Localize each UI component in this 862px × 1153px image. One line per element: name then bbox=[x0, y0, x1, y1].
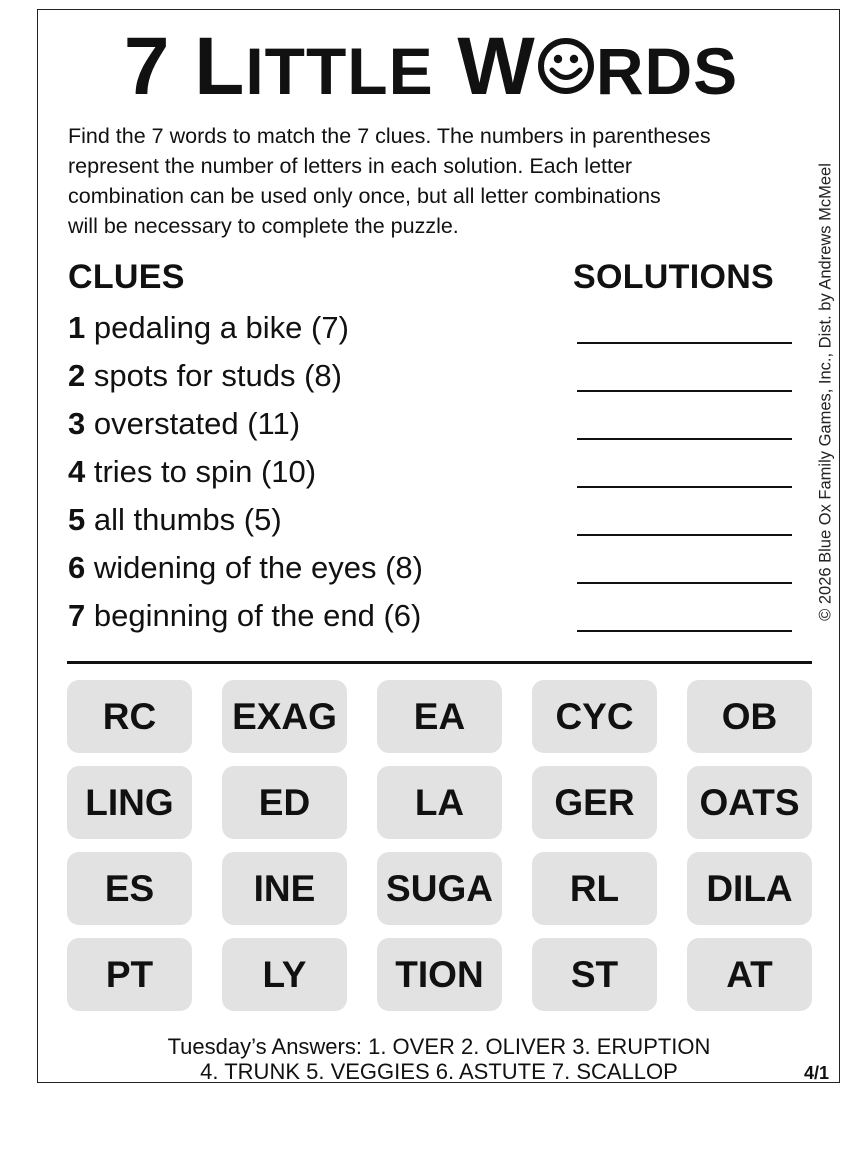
letter-tile[interactable]: ST bbox=[532, 938, 657, 1011]
clue-text: beginning of the end (6) bbox=[85, 598, 422, 633]
solution-line-2[interactable] bbox=[577, 390, 792, 392]
letter-tile[interactable]: ES bbox=[67, 852, 192, 925]
clue-text: tries to spin (10) bbox=[85, 454, 317, 489]
clue-4 bbox=[68, 454, 316, 490]
letter-tile[interactable]: DILA bbox=[687, 852, 812, 925]
letter-tile[interactable]: PT bbox=[67, 938, 192, 1011]
previous-answers bbox=[0, 1034, 862, 1084]
solution-line-5[interactable] bbox=[577, 534, 792, 536]
puzzle-title bbox=[0, 22, 862, 116]
solution-line-3[interactable] bbox=[577, 438, 792, 440]
solutions-header: SOLUTIONS bbox=[573, 258, 775, 296]
clue-text: overstated (11) bbox=[85, 406, 301, 441]
clue-6 bbox=[68, 550, 423, 586]
clue-2 bbox=[68, 358, 342, 394]
clues-header: CLUES bbox=[68, 258, 185, 296]
clue-7 bbox=[68, 598, 421, 634]
title-text-1: 7 L bbox=[123, 21, 246, 112]
clue-text: all thumbs (5) bbox=[85, 502, 282, 537]
clue-number: 5 bbox=[68, 502, 86, 537]
clue-3 bbox=[68, 406, 300, 442]
instructions-line: represent the number of letters in each solution. Each letter bbox=[68, 154, 633, 178]
letter-tile[interactable]: EA bbox=[377, 680, 502, 753]
clue-text: pedaling a bike (7) bbox=[85, 310, 349, 345]
clue-text: widening of the eyes (8) bbox=[85, 550, 423, 585]
instructions-line: combination can be used only once, but all letter combinations bbox=[68, 184, 661, 208]
letter-tile[interactable]: LA bbox=[377, 766, 502, 839]
letter-tile[interactable]: INE bbox=[222, 852, 347, 925]
instructions bbox=[68, 121, 813, 241]
clue-number: 3 bbox=[68, 406, 86, 441]
solution-line-1[interactable] bbox=[577, 342, 792, 344]
answers-line: Tuesday’s Answers: 1. OVER 2. OLIVER 3. ERUPTION bbox=[167, 1034, 711, 1059]
letter-tile[interactable]: TION bbox=[377, 938, 502, 1011]
letter-tile[interactable]: LY bbox=[222, 938, 347, 1011]
clue-text: spots for studs (8) bbox=[85, 358, 342, 393]
solution-line-4[interactable] bbox=[577, 486, 792, 488]
letter-tile[interactable]: GER bbox=[532, 766, 657, 839]
letter-tile[interactable]: AT bbox=[687, 938, 812, 1011]
title-text-4: RDS bbox=[595, 34, 739, 108]
answers-line: 4. TRUNK 5. VEGGIES 6. ASTUTE 7. SCALLOP bbox=[200, 1059, 678, 1084]
letter-tile[interactable]: CYC bbox=[532, 680, 657, 753]
letter-tile[interactable]: SUGA bbox=[377, 852, 502, 925]
puzzle-date: 4/1 bbox=[804, 1063, 830, 1083]
title-text-2: ITTLE bbox=[245, 34, 434, 108]
letter-tile[interactable]: OATS bbox=[687, 766, 812, 839]
solution-line-7[interactable] bbox=[577, 630, 792, 632]
letter-tile[interactable]: RC bbox=[67, 680, 192, 753]
clue-number: 4 bbox=[68, 454, 86, 489]
copyright-notice: © 2026 Blue Ox Family Games, Inc., Dist. by Andrews McMeel bbox=[816, 163, 835, 621]
clue-1 bbox=[68, 310, 349, 346]
instructions-line: Find the 7 words to match the 7 clues. The numbers in parentheses bbox=[68, 124, 711, 148]
letter-tile[interactable]: OB bbox=[687, 680, 812, 753]
clue-number: 7 bbox=[68, 598, 86, 633]
letter-tile[interactable]: ED bbox=[222, 766, 347, 839]
smiley-face-icon bbox=[537, 37, 595, 95]
divider bbox=[67, 661, 812, 664]
letter-tile[interactable]: RL bbox=[532, 852, 657, 925]
title-text-3: W bbox=[433, 21, 536, 112]
clue-5 bbox=[68, 502, 282, 538]
solution-line-6[interactable] bbox=[577, 582, 792, 584]
instructions-line: will be necessary to complete the puzzle. bbox=[68, 214, 459, 238]
clue-number: 6 bbox=[68, 550, 86, 585]
clue-number: 2 bbox=[68, 358, 86, 393]
letter-tile[interactable]: EXAG bbox=[222, 680, 347, 753]
clue-number: 1 bbox=[68, 310, 86, 345]
letter-tile[interactable]: LING bbox=[67, 766, 192, 839]
